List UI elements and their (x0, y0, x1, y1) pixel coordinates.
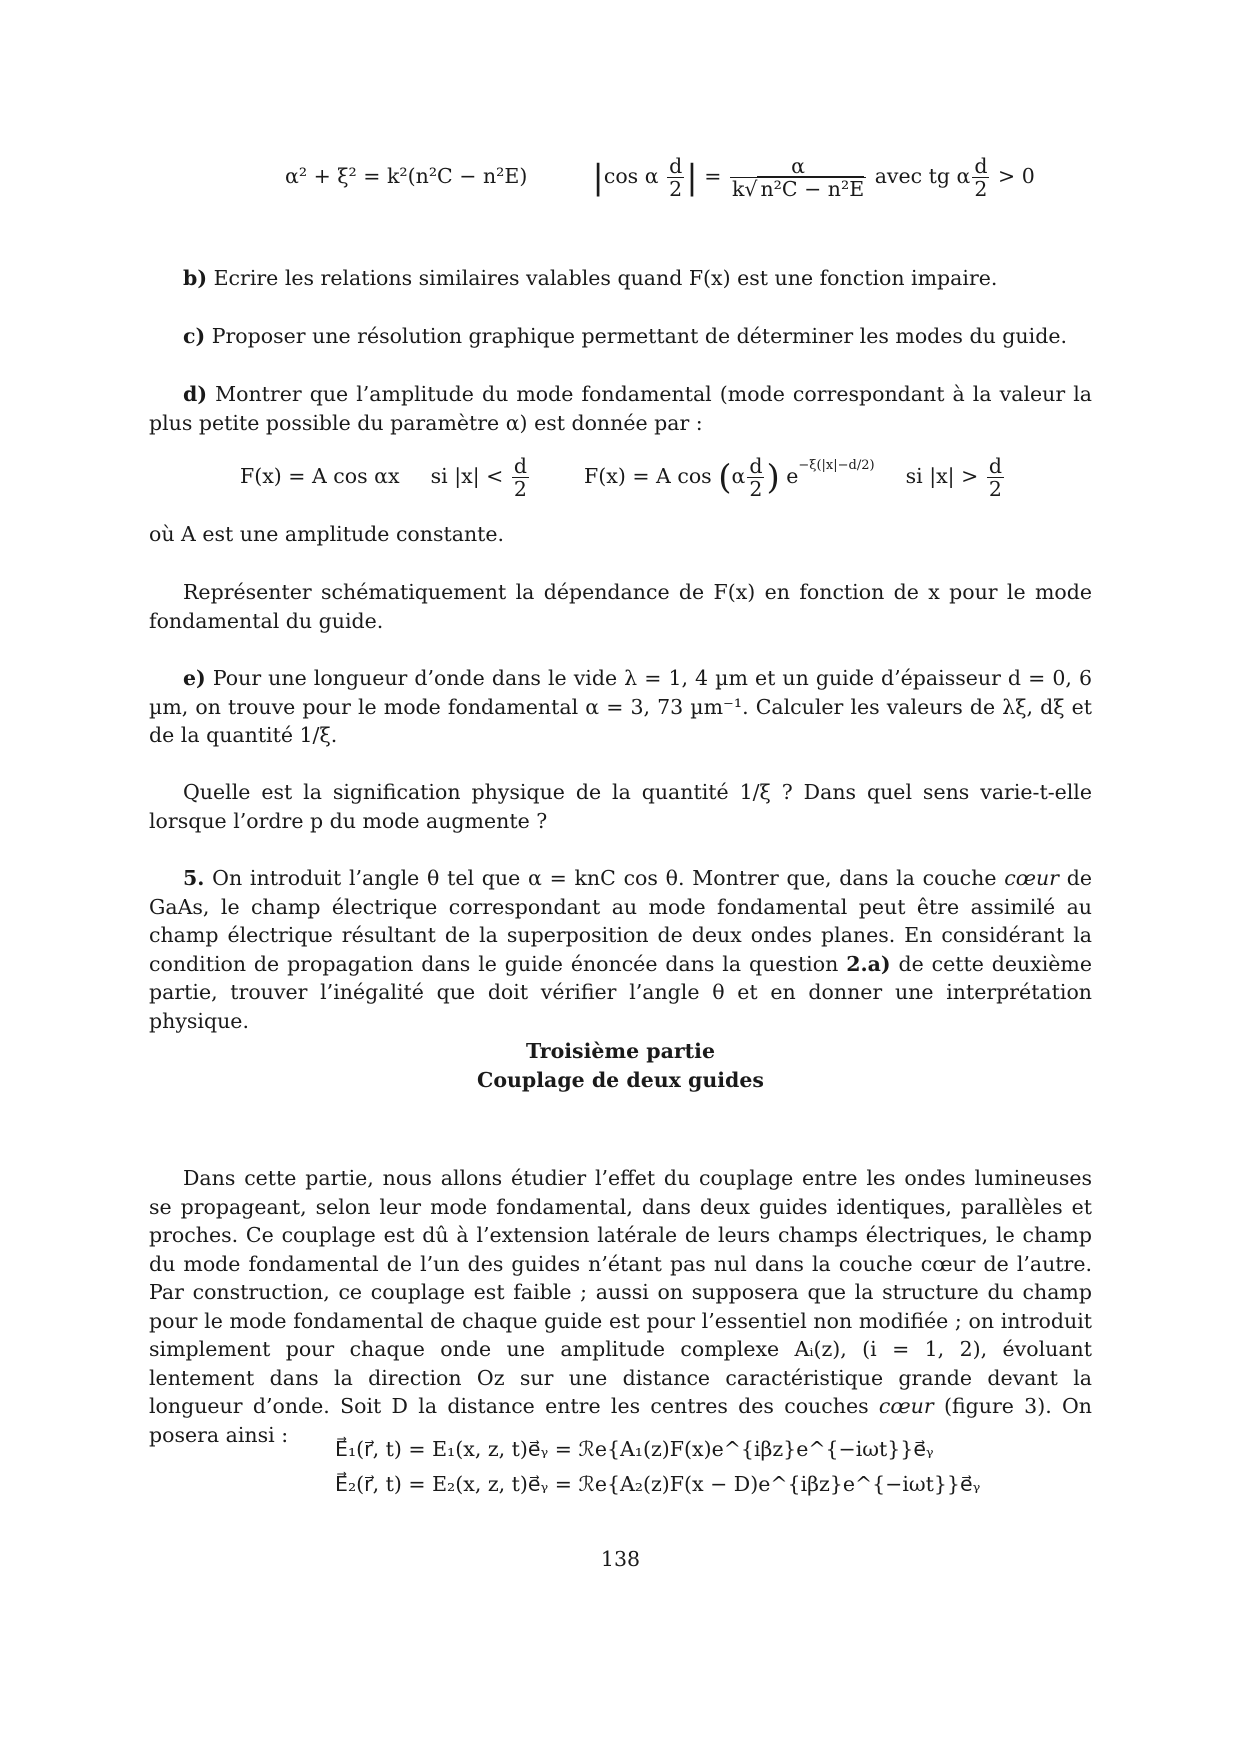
denominator: 2 (669, 177, 683, 201)
cos-alpha: cos α (603, 164, 659, 188)
question-d (149, 380, 1092, 437)
eq-f-exp-sup: −ξ(|x|−d/2) (798, 458, 875, 474)
eq-f-exp: e (786, 464, 799, 488)
paren-left: ( (718, 457, 732, 498)
numerator: d (974, 154, 988, 178)
question-b-label: b) (183, 266, 208, 290)
denominator: 2 (513, 477, 527, 501)
numerator: d (988, 454, 1002, 478)
equation-amplitude (240, 455, 1006, 500)
section-title-part: Troisième partie (526, 1039, 715, 1063)
fraction-d-2-c (512, 455, 529, 500)
question-d-label: d) (183, 382, 208, 406)
abs-bar-right: | (686, 157, 698, 198)
fraction-d-over-2 (667, 155, 684, 200)
question-d-text: Montrer que l’amplitude du mode fondamental (mode correspondant à la valeur la plus petite possible du paramètre α) est donnée par : (149, 382, 1092, 435)
question-5-text-a: On introduit l’angle θ tel que α = knC cos θ. Montrer que, dans la couche (212, 866, 1005, 890)
question-5-coeur: cœur (1004, 866, 1059, 890)
numerator: d (513, 454, 527, 478)
paragraph-represent: Représenter schématiquement la dépendance de F(x) en fonction de x pour le mode fondamental du guide. (149, 580, 1092, 633)
section-title-name: Couplage de deux guides (477, 1068, 764, 1092)
denominator: 2 (988, 477, 1002, 501)
equation-lhs: α² + ξ² = k²(n²C − n²E) (285, 164, 528, 188)
avec-tg: avec tg α (874, 164, 971, 188)
denominator: k√ n²C − n²E (731, 177, 865, 201)
question-b (149, 264, 1092, 293)
eq-f-left: F(x) = A cos αx (240, 464, 400, 488)
question-c (149, 322, 1092, 351)
equation-e1 (335, 1437, 934, 1461)
page-number: 138 (600, 1547, 641, 1571)
numerator: d (749, 454, 763, 478)
question-5 (149, 864, 1092, 1035)
equation-e2 (335, 1472, 980, 1496)
paragraph-intro-b: (figure 3). On posera ainsi : (149, 1394, 1093, 1447)
question-5-text-c: de cette deuxième partie, trouver l’inégalité que doit vérifier l’angle θ et en donner une interprétation physique. (149, 951, 1093, 1033)
equation-dispersion (285, 155, 1035, 200)
fraction-d-2-e (987, 455, 1004, 500)
equation-e1-text: E⃗₁(r⃗, t) = E₁(x, z, t)e⃗ᵧ = ℛe{A₁(z)F(x)e^{iβz}e^{−iωt}}e⃗ᵧ (335, 1437, 934, 1461)
paren-right: ) (766, 457, 780, 498)
fraction-d-over-2-b (972, 155, 989, 200)
greater-zero: > 0 (998, 164, 1035, 188)
paragraph-amplitude: où A est une amplitude constante. (149, 522, 505, 546)
eq-f-cond1: si |x| < (430, 464, 504, 488)
paragraph-intro-a: Dans cette partie, nous allons étudier l’effet du couplage entre les ondes lumineuses se propageant, selon leur mode fondamental, dans deux guides identiques, parallèles et proches. Ce couplage est dû à l’extension latérale de leurs champs électriques, le champ du mode fondamental de l’un des guides n’étant pas nul dans la couche cœur de l’autre. Par construction, ce couplage est faible ; aussi on supposera que la structure du champ pour le mode fondamental de chaque guide est pour l’essentiel non modifiée ; on introduit simplement pour chaque onde une amplitude complexe Aᵢ(z), (i = 1, 2), évoluant lentement dans la direction Oz sur une distance caractéristique grande devant la longueur d’onde. Soit D la distance entre les centres des couches (149, 1166, 1092, 1418)
abs-bar-left: | (592, 157, 604, 198)
question-e-label: e) (183, 666, 206, 690)
eq-f-cond2: si |x| > (905, 464, 979, 488)
denominator: 2 (974, 177, 988, 201)
paragraph-intro (149, 1164, 1092, 1449)
question-5-label: 5. (183, 866, 205, 890)
section-title (149, 1037, 1092, 1095)
question-e (149, 664, 1092, 750)
fraction-alpha-over-sqrt (730, 155, 866, 200)
question-c-label: c) (183, 324, 206, 348)
paragraph-signification: Quelle est la signification physique de la quantité 1/ξ ? Dans quel sens varie-t-elle lorsque l’ordre p du mode augmente ? (149, 780, 1092, 833)
question-e-text: Pour une longueur d’onde dans le vide λ = 1, 4 µm et un guide d’épaisseur d = 0, 6 µm, on trouve pour le mode fondamental α = 3, 73 µm⁻¹. Calculer les valeurs de λξ, dξ et de la quantité 1/ξ. (149, 666, 1092, 747)
eq-f-right: F(x) = A cos (584, 464, 712, 488)
paragraph-intro-coeur: cœur (878, 1394, 934, 1418)
question-5-ref: 2.a) (846, 951, 891, 976)
equation-e2-text: E⃗₂(r⃗, t) = E₂(x, z, t)e⃗ᵧ = ℛe{A₂(z)F(x − D)e^{iβz}e^{−iωt}}e⃗ᵧ (335, 1472, 981, 1496)
den-k: k (731, 177, 745, 201)
question-5-text-b: de GaAs, le champ électrique correspondant au mode fondamental peut être assimilé au champ électrique résultant de la superposition de deux ondes planes. En considérant la condition de propagation dans le guide énoncée dans la question (149, 866, 1092, 976)
den-sqrt: n²C − n²E (757, 176, 864, 201)
question-c-text: Proposer une résolution graphique permettant de déterminer les modes du guide. (211, 324, 1067, 348)
eq-f-alpha: α (731, 464, 746, 488)
question-b-text: Ecrire les relations similaires valables quand F(x) est une fonction impaire. (213, 266, 998, 290)
equals-sign: = (704, 164, 722, 188)
numerator: d (669, 154, 683, 178)
denominator: 2 (749, 477, 763, 501)
fraction-d-2-d (747, 455, 764, 500)
numerator: α (730, 155, 866, 178)
